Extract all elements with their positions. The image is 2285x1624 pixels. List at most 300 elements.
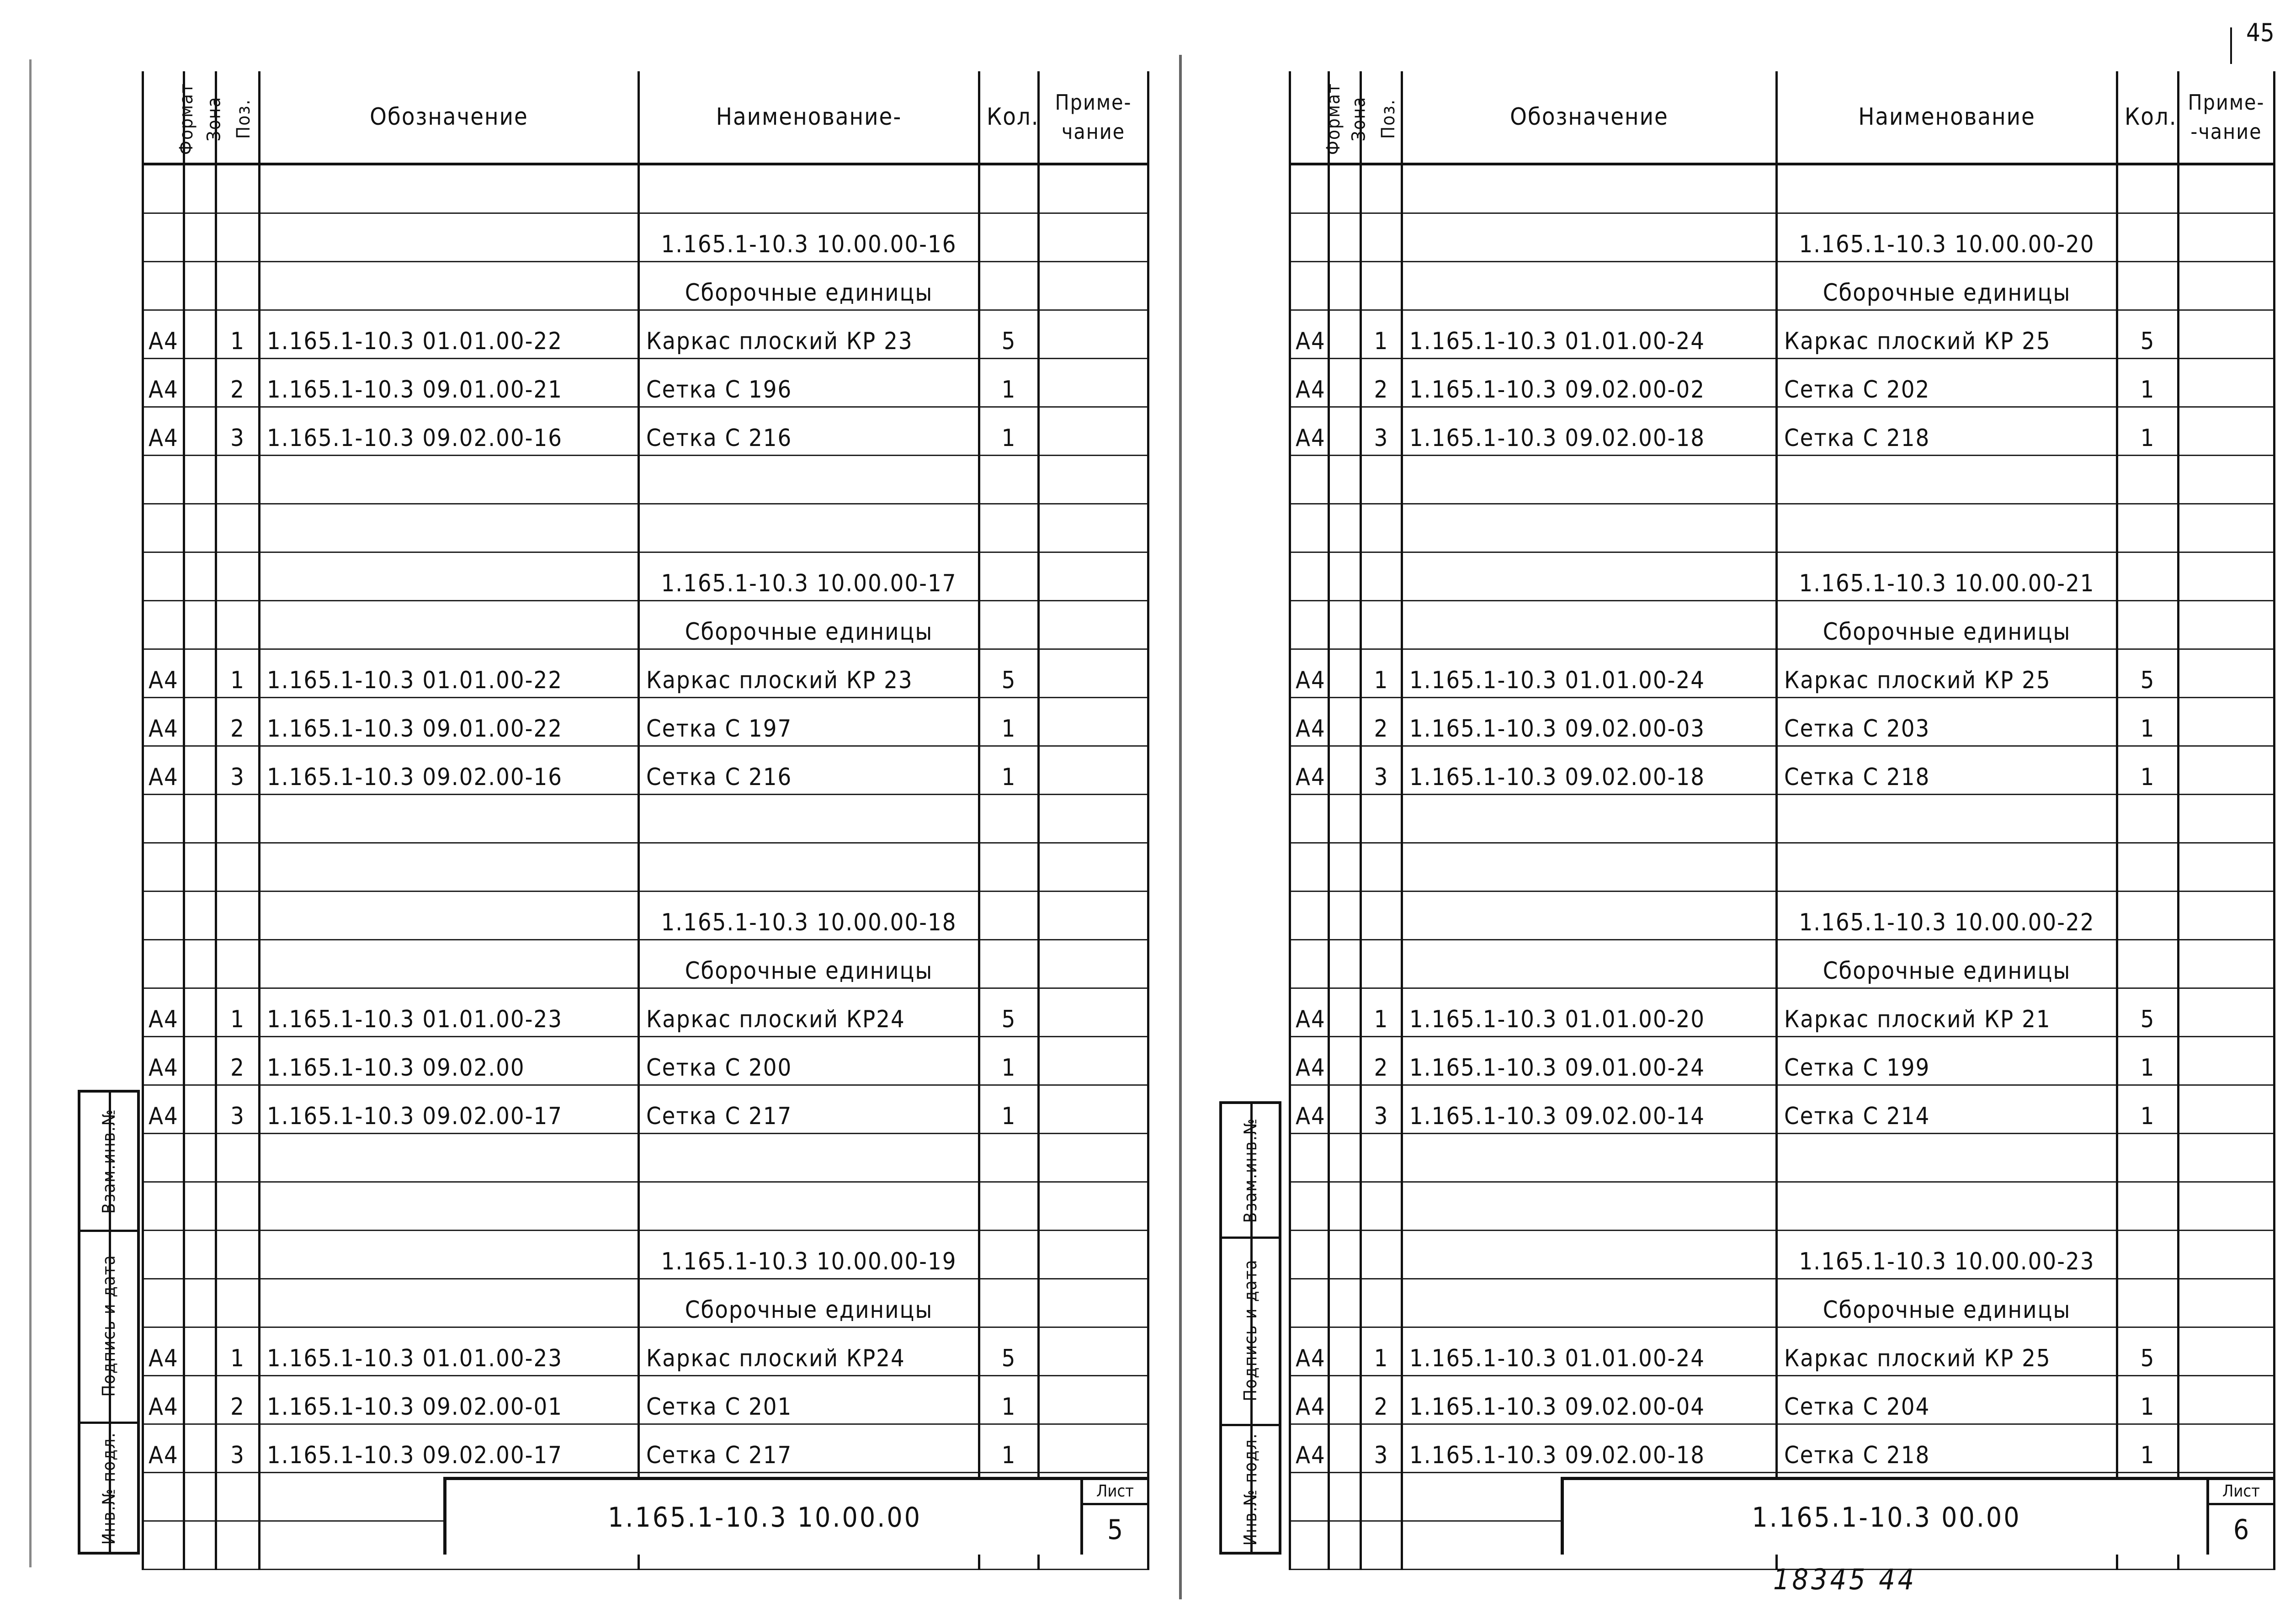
cell-name: 1.165.1-10.3 10.00.00-17 xyxy=(639,552,979,601)
cell-designation xyxy=(1402,504,1777,552)
cell-zone xyxy=(184,407,216,456)
handwritten-number: 18345 44 xyxy=(1773,1563,1917,1596)
cell-zone xyxy=(184,552,216,601)
cell-name: Сетка С 196 xyxy=(639,359,979,407)
cell-format xyxy=(1290,1521,1329,1570)
table-row xyxy=(143,1376,1148,1424)
cell-pos xyxy=(1361,1134,1402,1182)
cell-designation xyxy=(260,940,639,988)
cell-name: Каркас плоский КР24 xyxy=(639,988,979,1037)
cell-qty xyxy=(2117,892,2179,940)
spec-table-left xyxy=(142,71,1149,1570)
cell-zone xyxy=(1329,940,1361,988)
section-row xyxy=(1290,1231,2274,1279)
cell-name: Сборочные единицы xyxy=(1777,601,2117,649)
section-row xyxy=(1290,213,2274,262)
header-qty: Кол. xyxy=(979,71,1039,164)
cell-zone xyxy=(1329,1376,1361,1424)
cell-zone xyxy=(1329,1134,1361,1182)
side-cell-inv-podl: Инв.№ подл. xyxy=(99,1432,119,1544)
cell-designation: 1.165.1-10.3 09.02.00-04 xyxy=(1402,1376,1777,1424)
cell-name: Сетка С 214 xyxy=(1777,1085,2117,1134)
cell-zone xyxy=(1329,1085,1361,1134)
cell-zone xyxy=(184,795,216,843)
cell-zone xyxy=(184,1231,216,1279)
cell-qty: 1 xyxy=(2117,359,2179,407)
cell-designation xyxy=(260,601,639,649)
sheet-number: 5 xyxy=(1107,1514,1123,1546)
cell-pos xyxy=(216,456,260,504)
cell-designation xyxy=(1402,1134,1777,1182)
header-zone: Зона xyxy=(184,71,216,164)
cell-zone xyxy=(1329,988,1361,1037)
cell-note xyxy=(1039,552,1148,601)
cell-format: А4 xyxy=(143,359,184,407)
side-cell-inv-podl: Инв.№ подл. xyxy=(1240,1433,1260,1546)
cell-note xyxy=(1039,1085,1148,1134)
title-block-right xyxy=(1561,1477,2273,1555)
cell-format xyxy=(1290,456,1329,504)
section-row xyxy=(143,262,1148,310)
section-row xyxy=(1290,601,2274,649)
cell-name xyxy=(1777,1134,2117,1182)
cell-zone xyxy=(184,746,216,795)
cell-zone xyxy=(184,892,216,940)
cell-name xyxy=(1777,456,2117,504)
cell-qty xyxy=(979,456,1039,504)
cell-format xyxy=(143,1521,184,1570)
cell-name: Каркас плоский КР 25 xyxy=(1777,649,2117,698)
cell-designation: 1.165.1-10.3 01.01.00-24 xyxy=(1402,649,1777,698)
cell-pos xyxy=(216,795,260,843)
cell-zone xyxy=(1329,649,1361,698)
cell-qty xyxy=(979,601,1039,649)
cell-format: А4 xyxy=(143,1327,184,1376)
cell-format: А4 xyxy=(143,310,184,359)
doc-code: 1.165.1-10.3 10.00.00 xyxy=(607,1501,922,1534)
table-header-row xyxy=(1290,71,2274,164)
table-row xyxy=(1290,746,2274,795)
cell-zone xyxy=(184,1182,216,1231)
cell-qty xyxy=(979,940,1039,988)
cell-format xyxy=(1290,1279,1329,1327)
cell-qty: 1 xyxy=(979,359,1039,407)
cell-name: Каркас плоский КР 25 xyxy=(1777,1327,2117,1376)
cell-zone xyxy=(184,1085,216,1134)
cell-note xyxy=(1039,649,1148,698)
side-cell-podpis-data: Подпись и дата xyxy=(1222,1237,1279,1426)
header-designation: Обозначение xyxy=(1402,71,1777,164)
cell-qty xyxy=(2117,213,2179,262)
cell-pos: 3 xyxy=(1361,407,1402,456)
table-row xyxy=(1290,649,2274,698)
section-row xyxy=(1290,940,2274,988)
table-header-row xyxy=(143,71,1148,164)
cell-qty xyxy=(979,795,1039,843)
cell-pos xyxy=(216,601,260,649)
cell-designation xyxy=(1402,1231,1777,1279)
cell-name xyxy=(639,795,979,843)
cell-designation: 1.165.1-10.3 09.02.00-17 xyxy=(260,1085,639,1134)
cell-format: А4 xyxy=(1290,359,1329,407)
cell-pos xyxy=(1361,843,1402,892)
cell-name: Каркас плоский КР 23 xyxy=(639,649,979,698)
cell-name: 1.165.1-10.3 10.00.00-18 xyxy=(639,892,979,940)
cell-pos xyxy=(216,213,260,262)
cell-name xyxy=(639,843,979,892)
cell-pos xyxy=(1361,552,1402,601)
cell-format xyxy=(1290,1182,1329,1231)
empty-row xyxy=(1290,1182,2274,1231)
cell-zone xyxy=(1329,698,1361,746)
cell-name: Сетка С 216 xyxy=(639,407,979,456)
cell-zone xyxy=(1329,1279,1361,1327)
cell-designation xyxy=(260,843,639,892)
cell-zone xyxy=(184,601,216,649)
section-row xyxy=(143,552,1148,601)
cell-format: А4 xyxy=(143,407,184,456)
cell-format: А4 xyxy=(143,1037,184,1085)
cell-pos: 3 xyxy=(216,1424,260,1473)
cell-zone xyxy=(1329,1521,1361,1570)
empty-row xyxy=(1290,843,2274,892)
cell-format: А4 xyxy=(1290,988,1329,1037)
cell-note xyxy=(1039,1424,1148,1473)
cell-note xyxy=(2179,552,2274,601)
cell-note xyxy=(1039,456,1148,504)
table-row xyxy=(143,1424,1148,1473)
cell-note xyxy=(1039,164,1148,213)
cell-format xyxy=(1290,1473,1329,1521)
cell-name: Сборочные единицы xyxy=(639,940,979,988)
header-name: Наименование xyxy=(1777,71,2117,164)
cell-designation: 1.165.1-10.3 09.02.00-03 xyxy=(1402,698,1777,746)
cell-designation xyxy=(260,456,639,504)
empty-row xyxy=(143,456,1148,504)
cell-zone xyxy=(184,1327,216,1376)
cell-qty xyxy=(2117,262,2179,310)
cell-zone xyxy=(184,1473,216,1521)
cell-note xyxy=(1039,1182,1148,1231)
cell-designation xyxy=(260,213,639,262)
cell-zone xyxy=(1329,1231,1361,1279)
cell-designation xyxy=(260,1182,639,1231)
cell-format xyxy=(1290,504,1329,552)
cell-zone xyxy=(184,262,216,310)
side-stamp-left xyxy=(78,1090,140,1555)
header-format: Формат xyxy=(1290,71,1329,164)
cell-pos: 1 xyxy=(1361,649,1402,698)
cell-format xyxy=(1290,843,1329,892)
cell-name: 1.165.1-10.3 10.00.00-23 xyxy=(1777,1231,2117,1279)
cell-zone xyxy=(184,940,216,988)
cell-note xyxy=(1039,1231,1148,1279)
header-note: Приме--чание xyxy=(2179,71,2274,164)
cell-zone xyxy=(184,1134,216,1182)
cell-zone xyxy=(1329,456,1361,504)
cell-designation: 1.165.1-10.3 09.02.00-02 xyxy=(1402,359,1777,407)
side-cell-podpis-data: Подпись и дата xyxy=(80,1230,137,1424)
cell-zone xyxy=(184,649,216,698)
cell-zone xyxy=(1329,310,1361,359)
empty-row xyxy=(143,843,1148,892)
cell-zone xyxy=(1329,1037,1361,1085)
empty-row xyxy=(1290,1134,2274,1182)
cell-note xyxy=(2179,649,2274,698)
cell-qty xyxy=(2117,843,2179,892)
header-name: Наименование- xyxy=(639,71,979,164)
cell-pos: 3 xyxy=(1361,746,1402,795)
cell-name: Каркас плоский КР 25 xyxy=(1777,310,2117,359)
cell-note xyxy=(1039,892,1148,940)
empty-row xyxy=(143,795,1148,843)
cell-designation: 1.165.1-10.3 09.02.00-16 xyxy=(260,746,639,795)
cell-zone xyxy=(184,1424,216,1473)
cell-designation: 1.165.1-10.3 01.01.00-22 xyxy=(260,649,639,698)
cell-format: А4 xyxy=(1290,407,1329,456)
cell-format xyxy=(143,456,184,504)
empty-row xyxy=(143,164,1148,213)
cell-name: 1.165.1-10.3 10.00.00-20 xyxy=(1777,213,2117,262)
cell-zone xyxy=(184,1521,216,1570)
cell-format: А4 xyxy=(143,746,184,795)
scan-edge-line xyxy=(29,59,32,1567)
cell-qty xyxy=(2117,552,2179,601)
cell-designation xyxy=(1402,795,1777,843)
cell-note xyxy=(2179,407,2274,456)
cell-pos: 3 xyxy=(216,746,260,795)
cell-note xyxy=(2179,262,2274,310)
cell-name: Сборочные единицы xyxy=(1777,940,2117,988)
cell-qty xyxy=(979,262,1039,310)
empty-row xyxy=(1290,456,2274,504)
cell-zone xyxy=(184,164,216,213)
cell-designation xyxy=(1402,1279,1777,1327)
cell-qty: 5 xyxy=(2117,649,2179,698)
cell-designation: 1.165.1-10.3 09.02.00-18 xyxy=(1402,746,1777,795)
sheet-number-box xyxy=(1080,1480,1147,1555)
cell-format: А4 xyxy=(143,698,184,746)
cell-name xyxy=(639,1134,979,1182)
cell-qty: 5 xyxy=(979,1327,1039,1376)
cell-qty: 1 xyxy=(2117,1424,2179,1473)
cell-pos: 1 xyxy=(1361,1327,1402,1376)
cell-qty: 5 xyxy=(979,988,1039,1037)
cell-zone xyxy=(1329,504,1361,552)
cell-zone xyxy=(1329,164,1361,213)
cell-designation xyxy=(1402,940,1777,988)
cell-qty xyxy=(2117,1134,2179,1182)
cell-format xyxy=(143,552,184,601)
cell-name: Сборочные единицы xyxy=(1777,262,2117,310)
cell-designation: 1.165.1-10.3 09.01.00-22 xyxy=(260,698,639,746)
empty-row xyxy=(1290,795,2274,843)
cell-name: Сетка С 200 xyxy=(639,1037,979,1085)
cell-note xyxy=(1039,213,1148,262)
cell-name: Сборочные единицы xyxy=(639,262,979,310)
cell-pos xyxy=(1361,213,1402,262)
cell-format xyxy=(143,601,184,649)
spec-table-right xyxy=(1289,71,2275,1570)
header-designation: Обозначение xyxy=(260,71,639,164)
cell-format xyxy=(1290,795,1329,843)
cell-name: Сетка С 218 xyxy=(1777,407,2117,456)
cell-zone xyxy=(1329,1182,1361,1231)
cell-designation xyxy=(260,1134,639,1182)
cell-designation: 1.165.1-10.3 01.01.00-23 xyxy=(260,1327,639,1376)
header-format: Формат xyxy=(143,71,184,164)
cell-qty xyxy=(2117,164,2179,213)
cell-pos: 2 xyxy=(1361,1376,1402,1424)
cell-qty xyxy=(979,213,1039,262)
cell-pos: 2 xyxy=(216,698,260,746)
cell-name: 1.165.1-10.3 10.00.00-22 xyxy=(1777,892,2117,940)
cell-pos: 1 xyxy=(1361,310,1402,359)
page-corner-number: 45 xyxy=(2246,18,2274,47)
cell-note xyxy=(1039,407,1148,456)
table-row xyxy=(1290,310,2274,359)
cell-qty: 5 xyxy=(2117,1327,2179,1376)
section-row xyxy=(143,1231,1148,1279)
cell-designation: 1.165.1-10.3 01.01.00-20 xyxy=(1402,988,1777,1037)
sheet-label: Лист xyxy=(1083,1480,1147,1505)
cell-format: А4 xyxy=(143,649,184,698)
cell-qty xyxy=(979,552,1039,601)
cell-qty xyxy=(979,892,1039,940)
cell-note xyxy=(2179,504,2274,552)
cell-qty: 1 xyxy=(2117,746,2179,795)
cell-designation xyxy=(1402,892,1777,940)
cell-pos: 3 xyxy=(216,407,260,456)
cell-note xyxy=(2179,456,2274,504)
cell-format: А4 xyxy=(143,1424,184,1473)
cell-pos: 2 xyxy=(1361,359,1402,407)
cell-pos xyxy=(216,1182,260,1231)
table-row xyxy=(143,698,1148,746)
cell-zone xyxy=(184,1376,216,1424)
cell-pos xyxy=(1361,1473,1402,1521)
cell-note xyxy=(2179,940,2274,988)
cell-name: Сетка С 218 xyxy=(1777,1424,2117,1473)
table-row xyxy=(1290,1376,2274,1424)
cell-note xyxy=(2179,164,2274,213)
cell-designation: 1.165.1-10.3 09.02.00-18 xyxy=(1402,1424,1777,1473)
cell-name: Сетка С 202 xyxy=(1777,359,2117,407)
cell-pos xyxy=(216,552,260,601)
cell-zone xyxy=(184,843,216,892)
cell-zone xyxy=(184,310,216,359)
cell-pos xyxy=(1361,1521,1402,1570)
table-row xyxy=(143,1327,1148,1376)
cell-designation xyxy=(1402,1182,1777,1231)
cell-pos: 3 xyxy=(1361,1085,1402,1134)
cell-qty: 1 xyxy=(2117,407,2179,456)
empty-row xyxy=(1290,164,2274,213)
cell-note xyxy=(2179,892,2274,940)
cell-pos xyxy=(216,164,260,213)
cell-format xyxy=(143,1134,184,1182)
cell-qty: 1 xyxy=(2117,698,2179,746)
table-row xyxy=(1290,698,2274,746)
page-fold-line xyxy=(1179,55,1182,1599)
cell-pos: 3 xyxy=(1361,1424,1402,1473)
cell-note xyxy=(1039,698,1148,746)
cell-format xyxy=(143,1473,184,1521)
cell-qty: 1 xyxy=(2117,1376,2179,1424)
cell-designation: 1.165.1-10.3 09.01.00-24 xyxy=(1402,1037,1777,1085)
section-row xyxy=(143,1279,1148,1327)
cell-qty xyxy=(2117,940,2179,988)
table-row xyxy=(1290,1424,2274,1473)
cell-pos: 1 xyxy=(216,310,260,359)
cell-zone xyxy=(184,359,216,407)
cell-pos xyxy=(216,940,260,988)
cell-qty xyxy=(979,1231,1039,1279)
cell-note xyxy=(1039,1279,1148,1327)
section-row xyxy=(1290,552,2274,601)
cell-pos xyxy=(1361,164,1402,213)
cell-name: Сетка С 203 xyxy=(1777,698,2117,746)
cell-qty: 1 xyxy=(979,1037,1039,1085)
cell-zone xyxy=(184,456,216,504)
header-note: Приме-чание xyxy=(1039,71,1148,164)
cell-designation: 1.165.1-10.3 01.01.00-24 xyxy=(1402,1327,1777,1376)
cell-note xyxy=(2179,1037,2274,1085)
cell-note xyxy=(1039,1376,1148,1424)
cell-format xyxy=(1290,213,1329,262)
cell-qty xyxy=(2117,795,2179,843)
cell-format xyxy=(143,892,184,940)
cell-format: А4 xyxy=(1290,310,1329,359)
cell-format xyxy=(143,1279,184,1327)
cell-pos: 1 xyxy=(1361,988,1402,1037)
table-row xyxy=(143,649,1148,698)
cell-designation: 1.165.1-10.3 09.02.00-14 xyxy=(1402,1085,1777,1134)
cell-qty: 1 xyxy=(979,1376,1039,1424)
cell-pos xyxy=(1361,1231,1402,1279)
cell-pos xyxy=(1361,1182,1402,1231)
section-row xyxy=(1290,262,2274,310)
cell-name xyxy=(639,1182,979,1231)
cell-name: Каркас плоский КР24 xyxy=(639,1327,979,1376)
cell-format: А4 xyxy=(1290,1327,1329,1376)
cell-pos xyxy=(216,504,260,552)
table-row xyxy=(1290,1327,2274,1376)
table-row xyxy=(143,988,1148,1037)
cell-qty: 1 xyxy=(979,698,1039,746)
table-row xyxy=(143,407,1148,456)
cell-zone xyxy=(1329,1473,1361,1521)
cell-zone xyxy=(1329,843,1361,892)
table-row xyxy=(143,310,1148,359)
cell-pos xyxy=(216,1521,260,1570)
sheet-number: 6 xyxy=(2233,1514,2249,1546)
cell-name: Сетка С 201 xyxy=(639,1376,979,1424)
cell-pos: 2 xyxy=(1361,1037,1402,1085)
cell-format: А4 xyxy=(1290,1037,1329,1085)
cell-name: Сетка С 218 xyxy=(1777,746,2117,795)
cell-name: 1.165.1-10.3 10.00.00-16 xyxy=(639,213,979,262)
cell-pos xyxy=(216,892,260,940)
cell-designation: 1.165.1-10.3 01.01.00-22 xyxy=(260,310,639,359)
cell-qty: 1 xyxy=(2117,1037,2179,1085)
cell-name xyxy=(1777,1182,2117,1231)
cell-qty xyxy=(979,1279,1039,1327)
cell-qty: 1 xyxy=(979,407,1039,456)
header-zone: Зона xyxy=(1329,71,1361,164)
cell-designation xyxy=(260,552,639,601)
empty-row xyxy=(1290,504,2274,552)
